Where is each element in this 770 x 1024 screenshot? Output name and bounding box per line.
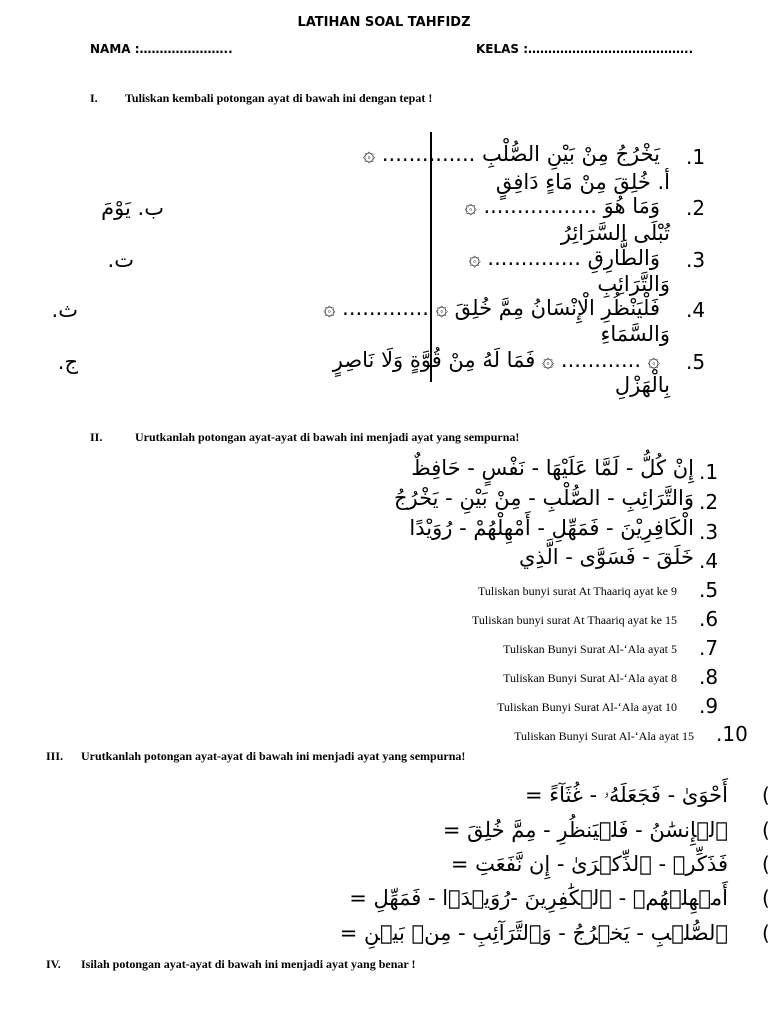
section-1-number: I. bbox=[90, 91, 98, 105]
section-1-item-number: .4 bbox=[686, 298, 706, 322]
section-4-number: IV. bbox=[46, 957, 61, 971]
section-1-item-line1: يَخْرُجُ مِنْ بَيْنِ الصُّلْبِ .............. ۞ bbox=[362, 142, 660, 166]
section-2-item-number: .6 bbox=[699, 607, 719, 631]
page-title: LATIHAN SOAL TAHFIDZ bbox=[297, 15, 471, 30]
section-2-item-number: .4 bbox=[699, 549, 719, 573]
section-3-item-marker: ( bbox=[762, 818, 770, 842]
section-2-instruction: Urutkanlah potongan ayat-ayat di bawah ini menjadi ayat yang sempurna! bbox=[135, 430, 520, 444]
matching-divider-line bbox=[430, 132, 432, 382]
section-2-item-number: .8 bbox=[699, 665, 719, 689]
section-1-item-line2: أ. خُلِقَ مِنْ مَاءٍ دَافِقٍ bbox=[495, 170, 670, 194]
section-3-item: فَذَكِّرۡ - ٱلذِّكۡرَىٰ - إِن نَّفَعَتِ = bbox=[450, 852, 728, 876]
section-2-text-item: Tuliskan Bunyi Surat Al-‘Ala ayat 10 bbox=[497, 700, 677, 714]
section-1-item-line1: فَلْيَنْظُرِ الْإِنْسَانُ مِمَّ خُلِقَ ۞ ............. ۞ bbox=[323, 296, 660, 320]
section-2-item-number: .10 bbox=[716, 722, 748, 746]
section-3-item: ٱلصُّلۡبِ - يَخۡرُجُ - وَٱلتَّرَآئِبِ - مِنۢ بَيۡنِ = bbox=[339, 921, 728, 945]
section-3-number: III. bbox=[46, 749, 64, 763]
section-1-item-number: .2 bbox=[686, 196, 706, 220]
section-1-item-number: .3 bbox=[686, 248, 706, 272]
section-2-text-item: Tuliskan bunyi surat At Thaariq ayat ke 15 bbox=[472, 613, 677, 627]
section-3-item: ٱلۡإِنسَٰنُ - فَلۡيَنظُرِ - مِمَّ خُلِقَ = bbox=[442, 818, 728, 842]
section-1-item-number: .1 bbox=[686, 145, 706, 169]
section-1-instruction: Tuliskan kembali potongan ayat di bawah ini dengan tepat ! bbox=[125, 91, 433, 105]
section-1-option: ب. يَوْمَ bbox=[101, 196, 164, 220]
section-2-arabic-item: إِنْ كُلُّ - لَمَّا عَلَيْهَا - نَفْسٍ - حَافِظٌ bbox=[411, 456, 694, 480]
section-1-item-line1: ۞ ............ ۞ فَمَا لَهُ مِنْ قُوَّةٍ وَلَا نَاصِرٍ bbox=[332, 348, 660, 372]
section-3-item: أَحْوَىٰ - فَجَعَلَهُۥ - غُثَآءً = bbox=[524, 783, 728, 807]
section-2-item-number: .3 bbox=[699, 520, 719, 544]
section-4-instruction: Isilah potongan ayat-ayat di bawah ini menjadi ayat yang benar ! bbox=[81, 957, 416, 971]
section-2-number: II. bbox=[90, 430, 103, 444]
section-1-item-line2: وَالسَّمَاءِ bbox=[600, 322, 670, 346]
section-3-item-marker: ( bbox=[762, 921, 770, 945]
section-2-arabic-item: وَالتَّرَائِبِ - الصُّلْبِ - مِنْ بَيْنِ - يَخْرُجُ bbox=[393, 486, 694, 510]
section-3-item-marker: ( bbox=[762, 783, 770, 807]
section-1-item-line1: وَمَا هُوَ ................. ۞ bbox=[464, 194, 660, 218]
section-1-item-number: .5 bbox=[686, 350, 706, 374]
section-1-item-line2: وَالتَّرَائِبِ bbox=[597, 272, 670, 296]
section-2-item-number: .7 bbox=[699, 636, 719, 660]
section-2-item-number: .9 bbox=[699, 694, 719, 718]
section-2-text-item: Tuliskan Bunyi Surat Al-‘Ala ayat 8 bbox=[503, 671, 677, 685]
section-2-text-item: Tuliskan Bunyi Surat Al-‘Ala ayat 15 bbox=[514, 729, 694, 743]
section-2-text-item: Tuliskan bunyi surat At Thaariq ayat ke 9 bbox=[478, 584, 677, 598]
section-1-option: ث. bbox=[51, 298, 78, 322]
section-3-item: أَمۡهِلۡهُمۡ - ٱلۡكَٰفِرِينَ -رُوَيۡدَۢا - فَمَهِّلِ = bbox=[349, 886, 728, 910]
section-1-option: ج. bbox=[57, 350, 78, 374]
section-2-arabic-item: الْكَافِرِيْنَ - فَمَهِّلِ - أَمْهِلْهُمْ - رُوَيْدًا bbox=[409, 516, 694, 540]
section-1-item-line2: تُبْلَى السَّرَائِرُ bbox=[560, 221, 670, 245]
section-2-arabic-item: خَلَقَ - فَسَوَّى - الَّذِي bbox=[518, 545, 694, 569]
section-3-item-marker: ( bbox=[762, 852, 770, 876]
section-3-item-marker: ( bbox=[762, 886, 770, 910]
section-2-item-number: .5 bbox=[699, 578, 719, 602]
section-3-instruction: Urutkanlah potongan ayat-ayat di bawah ini menjadi ayat yang sempurna! bbox=[81, 749, 466, 763]
section-2-item-number: .2 bbox=[699, 490, 719, 514]
section-2-text-item: Tuliskan Bunyi Surat Al-‘Ala ayat 5 bbox=[503, 642, 677, 656]
section-1-item-line2: بِالْهَزْلِ bbox=[614, 373, 670, 397]
section-1-option: ت. bbox=[107, 248, 134, 272]
section-1-item-line1: وَالطَّارِقِ .............. ۞ bbox=[468, 246, 660, 270]
kelas-field: KELAS :………………………………….. bbox=[476, 42, 694, 56]
nama-field: NAMA :………………….. bbox=[90, 42, 233, 56]
section-2-item-number: .1 bbox=[699, 460, 719, 484]
